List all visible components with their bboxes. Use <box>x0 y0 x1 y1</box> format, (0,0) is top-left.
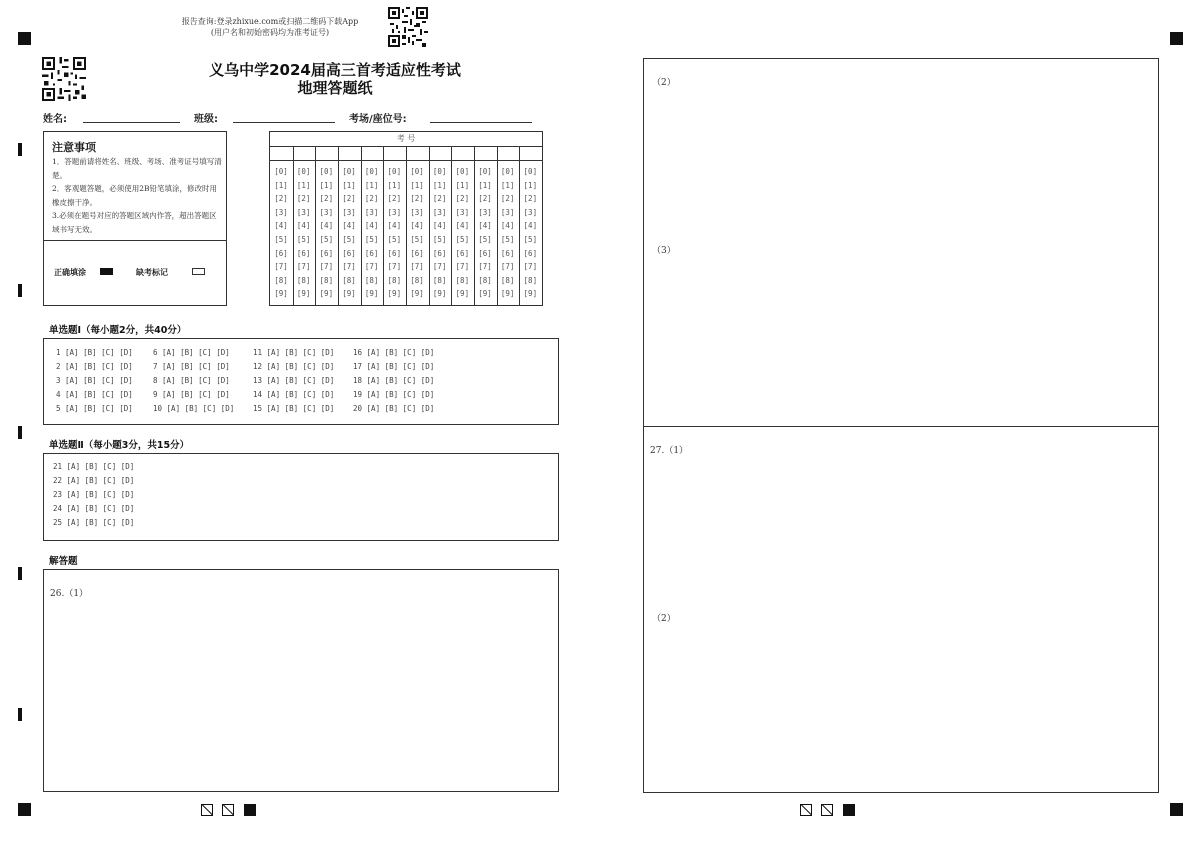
exam-id-digit-bubble[interactable]: [6] <box>364 248 379 258</box>
exam-id-digit-bubble[interactable]: [3] <box>500 207 515 217</box>
exam-id-digit-bubble[interactable]: [8] <box>342 275 356 285</box>
section2-label: 单选题Ⅱ（每小题3分，共15分） <box>49 440 190 451</box>
choice-question-4[interactable]: 4 [A] [B] [C] [D] <box>56 390 133 399</box>
page-marker-hatched <box>821 804 833 816</box>
exam-id-digit-bubble[interactable]: [1] <box>342 180 356 190</box>
choice-question-5[interactable]: 5 [A] [B] [C] [D] <box>56 404 133 413</box>
exam-id-digit-bubble[interactable]: [3] <box>387 207 402 217</box>
exam-id-digit-bubble[interactable]: [2] <box>478 194 492 204</box>
page-marker-hatched <box>222 804 234 816</box>
exam-id-digit-bubble[interactable]: [6] <box>274 248 288 258</box>
exam-id-digit-bubble[interactable]: [9] <box>296 289 311 299</box>
q27-part2-label: （2） <box>652 614 676 624</box>
exam-id-digit-bubble[interactable]: [5] <box>478 235 492 244</box>
exam-id-digit-bubble[interactable]: [2] <box>342 194 356 204</box>
exam-id-digit-bubble[interactable]: [3] <box>274 207 288 217</box>
exam-id-digit-bubble[interactable]: [8] <box>523 275 538 285</box>
correct-fill-label: 正确填涂 <box>54 268 86 277</box>
exam-id-digit-bubble[interactable]: [6] <box>319 248 334 258</box>
exam-id-digit-bubble[interactable]: [4] <box>319 221 334 231</box>
exam-id-digit-bubble[interactable]: [0] <box>523 167 538 176</box>
notice-box <box>43 131 227 306</box>
exam-id-digit-bubble[interactable]: [7] <box>500 262 515 272</box>
exam-id-digit-bubble[interactable]: [0] <box>432 167 447 176</box>
exam-id-digit-bubble[interactable]: [8] <box>274 275 288 285</box>
exam-id-digit-bubble[interactable]: [1] <box>364 180 379 190</box>
q27-answer-area[interactable] <box>643 426 1159 793</box>
exam-id-digit-bubble[interactable]: [9] <box>274 289 288 299</box>
exam-id-digit-bubble[interactable]: [1] <box>319 180 334 190</box>
exam-id-digit-bubble[interactable]: [9] <box>364 289 379 299</box>
exam-id-digit-bubble[interactable]: [7] <box>432 262 447 272</box>
choice-question-17[interactable]: 17 [A] [B] [C] [D] <box>353 362 435 371</box>
notice-title: 注意事项 <box>52 141 96 154</box>
exam-id-digit-bubble[interactable]: [5] <box>319 235 334 244</box>
exam-id-digit-bubble[interactable]: [9] <box>342 289 356 299</box>
exam-id-digit-bubble[interactable]: [7] <box>478 262 492 272</box>
exam-id-digit-bubble[interactable]: [0] <box>296 167 311 176</box>
exam-id-digit-bubble[interactable]: [0] <box>364 167 379 176</box>
exam-id-digit-bubble[interactable]: [3] <box>523 207 538 217</box>
exam-id-digit-bubble[interactable]: [7] <box>455 262 470 272</box>
choice-question-15[interactable]: 15 [A] [B] [C] [D] <box>253 404 335 413</box>
choice-question-21[interactable]: 21 [A] [B] [C] [D] <box>53 462 135 471</box>
exam-id-digit-bubble[interactable]: [9] <box>478 289 492 299</box>
choice-question-7[interactable]: 7 [A] [B] [C] [D] <box>153 362 230 371</box>
notice-item: 3.必须在题号对应的答题区域内作答，超出答题区域书写无效。 <box>52 211 217 234</box>
exam-id-digit-bubble[interactable]: [4] <box>478 221 492 231</box>
exam-id-digit-bubble[interactable]: [4] <box>342 221 356 231</box>
choice-question-23[interactable]: 23 [A] [B] [C] [D] <box>53 490 135 499</box>
corner-mark-top-right <box>1170 32 1183 45</box>
exam-id-digit-bubble[interactable]: [8] <box>319 275 334 285</box>
corner-mark-bottom-right <box>1170 803 1183 816</box>
choice-question-3[interactable]: 3 [A] [B] [C] [D] <box>56 376 133 385</box>
exam-id-digit-bubble[interactable]: [2] <box>319 194 334 204</box>
exam-id-digit-bubble[interactable]: [4] <box>387 221 402 231</box>
exam-id-grid <box>269 131 543 306</box>
absent-mark-label: 缺考标记 <box>136 268 168 277</box>
exam-id-digit-bubble[interactable]: [8] <box>478 275 492 285</box>
exam-id-digit-bubble[interactable]: [2] <box>410 194 424 204</box>
choice-question-13[interactable]: 13 [A] [B] [C] [D] <box>253 376 335 385</box>
exam-id-digit-bubble[interactable]: [6] <box>432 248 447 258</box>
exam-id-digit-bubble[interactable]: [3] <box>342 207 356 217</box>
exam-id-digit-bubble[interactable]: [2] <box>364 194 379 204</box>
exam-id-digit-bubble[interactable]: [2] <box>523 194 538 204</box>
exam-id-digit-bubble[interactable]: [8] <box>432 275 447 285</box>
class-field[interactable] <box>233 122 335 123</box>
choice-question-12[interactable]: 12 [A] [B] [C] [D] <box>253 362 335 371</box>
notice-item: 2．客观题答题，必须使用2B铅笔填涂，修改时用橡皮擦干净。 <box>52 184 218 207</box>
exam-id-digit-bubble[interactable]: [1] <box>455 180 470 190</box>
exam-id-digit-bubble[interactable]: [8] <box>364 275 379 285</box>
exam-id-digit-bubble[interactable]: [7] <box>523 262 538 272</box>
exam-id-digit-bubble[interactable]: [6] <box>455 248 470 258</box>
exam-id-digit-bubble[interactable]: [1] <box>478 180 492 190</box>
page-marker-solid <box>244 804 256 816</box>
choice-question-19[interactable]: 19 [A] [B] [C] [D] <box>353 390 435 399</box>
exam-id-digit-bubble[interactable]: [8] <box>387 275 402 285</box>
choice-question-11[interactable]: 11 [A] [B] [C] [D] <box>253 348 335 357</box>
choice-question-6[interactable]: 6 [A] [B] [C] [D] <box>153 348 230 357</box>
exam-id-digit-bubble[interactable]: [6] <box>410 248 424 258</box>
section2-answer-box <box>43 453 559 541</box>
exam-id-digit-bubble[interactable]: [7] <box>342 262 356 272</box>
exam-id-digit-bubble[interactable]: [7] <box>274 262 288 272</box>
timing-mark <box>18 708 22 721</box>
exam-id-digit-bubble[interactable]: [0] <box>387 167 402 176</box>
correct-fill-sample <box>100 268 113 275</box>
choice-question-22[interactable]: 22 [A] [B] [C] [D] <box>53 476 135 485</box>
exam-id-digit-bubble[interactable]: [1] <box>523 180 538 190</box>
exam-id-digit-bubble[interactable]: [5] <box>274 235 288 244</box>
exam-id-digit-bubble[interactable]: [8] <box>296 275 311 285</box>
exam-id-digit-bubble[interactable]: [4] <box>410 221 424 231</box>
exam-id-digit-bubble[interactable]: [5] <box>387 235 402 244</box>
exam-id-digit-bubble[interactable]: [1] <box>432 180 447 190</box>
exam-id-digit-bubble[interactable]: [5] <box>296 235 311 244</box>
exam-id-digit-bubble[interactable]: [5] <box>342 235 356 244</box>
notice-item: 1．答题前请将姓名、班级、考场、准考证号填写清楚。 <box>52 157 222 180</box>
exam-id-digit-bubble[interactable]: [0] <box>478 167 492 176</box>
exam-id-digit-bubble[interactable]: [9] <box>410 289 424 299</box>
exam-id-digit-bubble[interactable]: [7] <box>364 262 379 272</box>
exam-id-digit-bubble[interactable]: [3] <box>364 207 379 217</box>
exam-id-digit-bubble[interactable]: [8] <box>500 275 515 285</box>
exam-id-digit-bubble[interactable]: [3] <box>432 207 447 217</box>
choice-question-1[interactable]: 1 [A] [B] [C] [D] <box>56 348 133 357</box>
page-marker-solid <box>843 804 855 816</box>
notice-divider <box>44 240 226 241</box>
report-query-note <box>160 16 380 38</box>
exam-id-digit-bubble[interactable]: [6] <box>342 248 356 258</box>
download-qr-code-icon[interactable] <box>388 7 428 47</box>
exam-id-digit-bubble[interactable]: [5] <box>523 235 538 244</box>
exam-id-digit-bubble[interactable]: [0] <box>410 167 424 176</box>
exam-id-digit-bubble[interactable]: [5] <box>432 235 447 244</box>
page-marker-hatched <box>201 804 213 816</box>
exam-id-digit-bubble[interactable]: [6] <box>500 248 515 258</box>
exam-id-digit-bubble[interactable]: [7] <box>387 262 402 272</box>
exam-id-digit-bubble[interactable]: [7] <box>410 262 424 272</box>
exam-id-digit-bubble[interactable]: [6] <box>478 248 492 258</box>
corner-mark-top-left <box>18 32 31 45</box>
choice-question-24[interactable]: 24 [A] [B] [C] [D] <box>53 504 135 513</box>
section3-label: 解答题 <box>49 556 78 567</box>
exam-id-digit-bubble[interactable]: [5] <box>410 235 424 244</box>
corner-mark-bottom-left <box>18 803 31 816</box>
exam-id-digit-bubble[interactable]: [4] <box>274 221 288 231</box>
exam-id-digit-bubble[interactable]: [8] <box>455 275 470 285</box>
q26-part1-answer-area[interactable] <box>43 569 559 792</box>
exam-id-digit-bubble[interactable]: [7] <box>296 262 311 272</box>
q26-part2-label: （2） <box>652 78 676 88</box>
exam-id-digit-bubble[interactable]: [9] <box>432 289 447 299</box>
absent-mark-checkbox[interactable] <box>192 268 205 275</box>
timing-mark <box>18 284 22 297</box>
exam-id-digit-bubble[interactable]: [0] <box>274 167 288 176</box>
exam-id-digit-bubble[interactable]: [3] <box>478 207 492 217</box>
exam-id-digit-bubble[interactable]: [4] <box>296 221 311 231</box>
exam-id-digit-bubble[interactable]: [3] <box>410 207 424 217</box>
exam-id-digit-bubble[interactable]: [9] <box>387 289 402 299</box>
exam-id-digit-bubble[interactable]: [0] <box>319 167 334 176</box>
exam-id-digit-bubble[interactable]: [4] <box>500 221 515 231</box>
exam-id-digit-bubble[interactable]: [2] <box>274 194 288 204</box>
exam-id-digit-bubble[interactable]: [4] <box>455 221 470 231</box>
name-field[interactable] <box>83 122 180 123</box>
seat-label: 考场/座位号: <box>349 114 407 125</box>
section1-answer-box <box>43 338 559 425</box>
q26-part3-label: （3） <box>652 246 676 256</box>
exam-id-digit-bubble[interactable]: [1] <box>296 180 311 190</box>
exam-id-digit-bubble[interactable]: [4] <box>523 221 538 231</box>
exam-id-digit-bubble[interactable]: [1] <box>274 180 288 190</box>
choice-question-14[interactable]: 14 [A] [B] [C] [D] <box>253 390 335 399</box>
exam-id-digit-bubble[interactable]: [0] <box>500 167 515 176</box>
choice-question-9[interactable]: 9 [A] [B] [C] [D] <box>153 390 230 399</box>
exam-id-digit-bubble[interactable]: [5] <box>500 235 515 244</box>
exam-id-digit-bubble[interactable]: [0] <box>455 167 470 176</box>
name-label: 姓名: <box>43 114 67 125</box>
exam-id-digit-bubble[interactable]: [4] <box>432 221 447 231</box>
timing-mark <box>18 143 22 156</box>
exam-id-digit-bubble[interactable]: [2] <box>296 194 311 204</box>
exam-id-digit-bubble[interactable]: [9] <box>319 289 334 299</box>
exam-id-digit-bubble[interactable]: [3] <box>319 207 334 217</box>
exam-id-digit-bubble[interactable]: [1] <box>410 180 424 190</box>
timing-mark <box>18 567 22 580</box>
page-marker-hatched <box>800 804 812 816</box>
q26-part2-3-answer-area[interactable] <box>643 58 1159 427</box>
exam-id-digit-bubble[interactable]: [8] <box>410 275 424 285</box>
exam-id-digit-bubble[interactable]: [5] <box>364 235 379 244</box>
exam-id-digit-bubble[interactable]: [9] <box>523 289 538 299</box>
choice-question-20[interactable]: 20 [A] [B] [C] [D] <box>353 404 435 413</box>
exam-id-header: 考 号 <box>396 134 416 143</box>
exam-id-digit-bubble[interactable]: [6] <box>387 248 402 258</box>
choice-question-25[interactable]: 25 [A] [B] [C] [D] <box>53 518 135 527</box>
exam-id-digit-bubble[interactable]: [3] <box>455 207 470 217</box>
exam-id-digit-bubble[interactable]: [6] <box>523 248 538 258</box>
exam-id-digit-bubble[interactable]: [4] <box>364 221 379 231</box>
exam-id-digit-bubble[interactable]: [7] <box>319 262 334 272</box>
choice-question-10[interactable]: 10 [A] [B] [C] [D] <box>153 404 235 413</box>
exam-id-digit-bubble[interactable]: [3] <box>296 207 311 217</box>
choice-question-16[interactable]: 16 [A] [B] [C] [D] <box>353 348 435 357</box>
exam-title: 义乌中学2024届高三首考适应性考试 <box>209 61 461 79</box>
exam-id-digit-bubble[interactable]: [2] <box>455 194 470 204</box>
notice-text <box>52 155 222 236</box>
exam-id-digit-bubble[interactable]: [2] <box>432 194 447 204</box>
exam-id-digit-bubble[interactable]: [9] <box>455 289 470 299</box>
exam-id-digit-bubble[interactable]: [1] <box>387 180 402 190</box>
timing-mark <box>18 426 22 439</box>
student-qr-code-icon <box>42 57 86 101</box>
exam-id-digit-bubble[interactable]: [2] <box>387 194 402 204</box>
report-query-line1: 报告查询:登录zhixue.com或扫描二维码下载App <box>181 17 359 26</box>
exam-id-digit-bubble[interactable]: [2] <box>500 194 515 204</box>
exam-id-digit-bubble[interactable]: [1] <box>500 180 515 190</box>
q26-part1-label: 26.（1） <box>50 589 89 599</box>
exam-id-digit-bubble[interactable]: [5] <box>455 235 470 244</box>
class-label: 班级: <box>194 114 218 125</box>
choice-question-2[interactable]: 2 [A] [B] [C] [D] <box>56 362 133 371</box>
subject-title: 地理答题纸 <box>297 79 373 97</box>
exam-id-digit-bubble[interactable]: [6] <box>296 248 311 258</box>
exam-id-digit-bubble[interactable]: [9] <box>500 289 515 299</box>
seat-field[interactable] <box>430 122 532 123</box>
choice-question-18[interactable]: 18 [A] [B] [C] [D] <box>353 376 435 385</box>
q27-part1-label: 27.（1） <box>650 446 689 456</box>
report-query-line2: (用户名和初始密码均为准考证号) <box>210 28 330 37</box>
exam-id-digit-bubble[interactable]: [0] <box>342 167 356 176</box>
section1-label: 单选题Ⅰ（每小题2分，共40分） <box>49 325 187 336</box>
choice-question-8[interactable]: 8 [A] [B] [C] [D] <box>153 376 230 385</box>
